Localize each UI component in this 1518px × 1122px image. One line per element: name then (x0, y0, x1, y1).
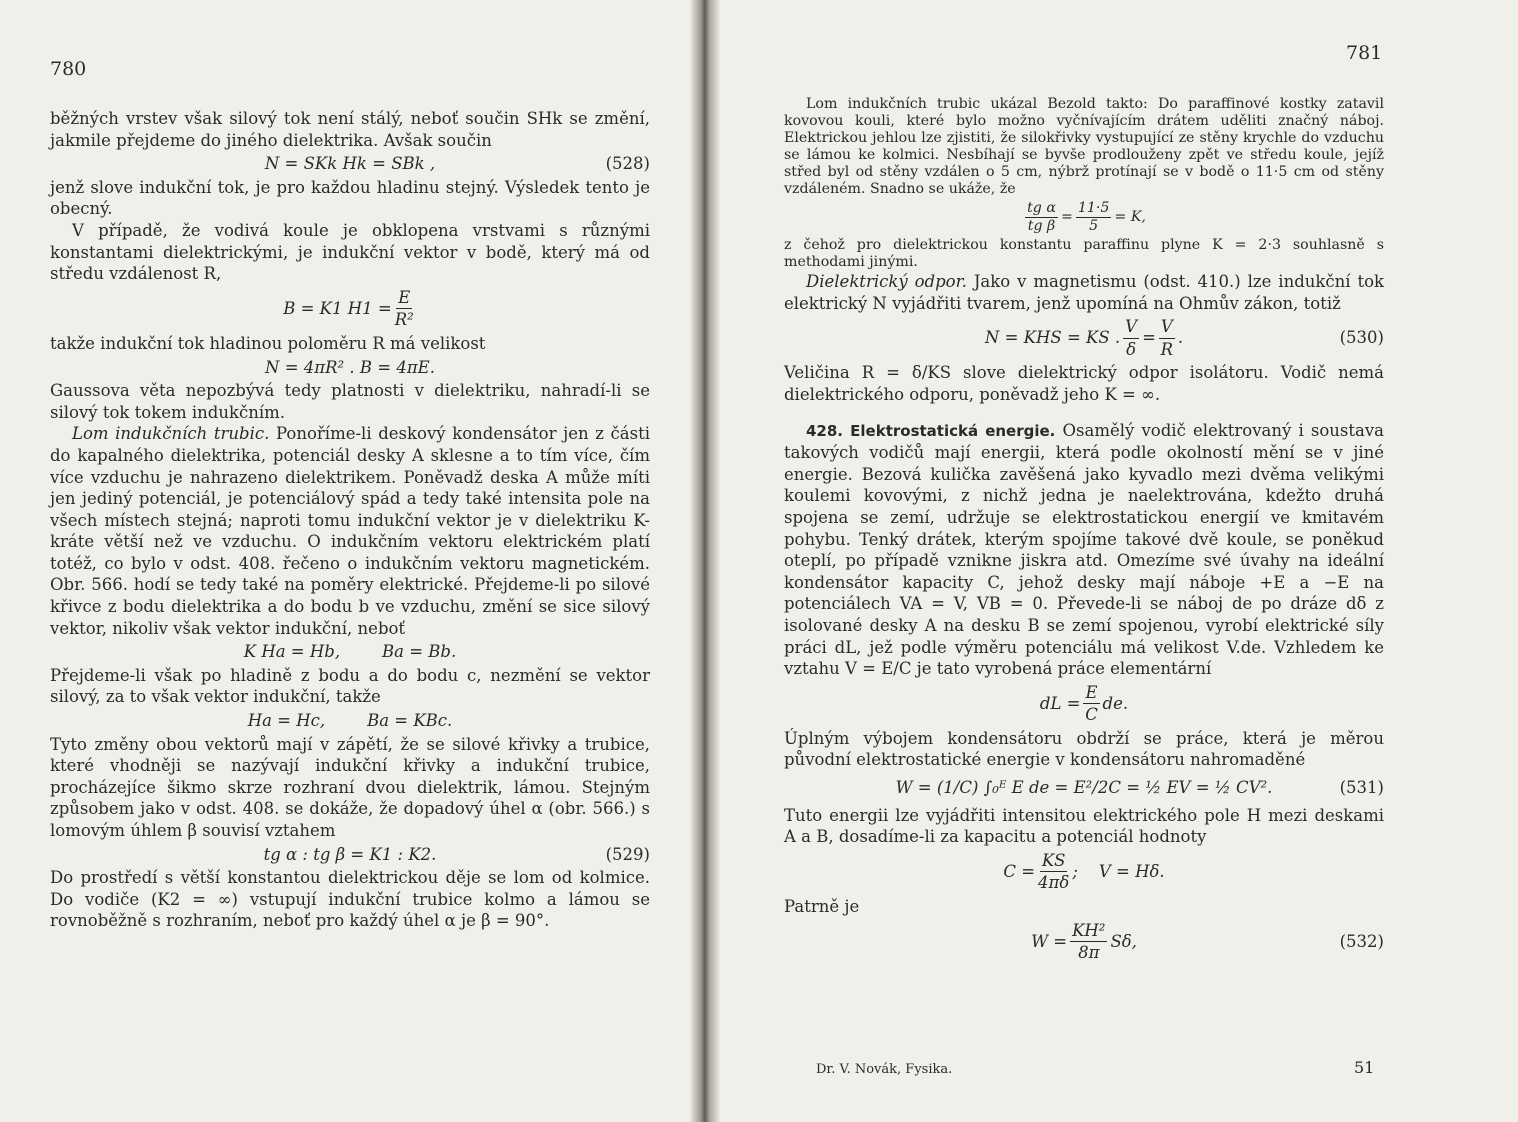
equation-529 (50, 844, 650, 866)
paragraph-text: Jako v magnetismu (odst. 410.) lze indukční tok elektrický N vyjádřiti tvarem, jenž upomíná na Ohmův zákon, totiž (784, 272, 1385, 313)
numerator: 11·5 (1077, 200, 1110, 216)
right-page-body (784, 96, 1384, 966)
fraction (1025, 200, 1058, 235)
denominator: 4πδ (1038, 873, 1070, 893)
equation-number: (530) (1339, 328, 1384, 348)
paragraph: Lom indukčních trubic ukázal Bezold takto: Do paraffinové kostky zatavil kovovou kouli, které bylo možno vyčnívajícím drátem uděliti značný náboj. Elektrickou jehlou lze zjistiti, že silokřivky vystupující ze stěny krychle do vzduchu se lámou ke kolmici. Nesbíhají se byvše prodlouženy zpět ve středu koule, jejíž střed byl od stěny vzdálen o 5 cm, nýbrž protínají se v bodě o 11·5 cm od stěny vzdáleném. Snadno se ukáže, že (784, 96, 1384, 197)
denominator: δ (1126, 339, 1137, 359)
page-number: 781 (1346, 42, 1383, 64)
section-number: 428. (806, 421, 844, 440)
numerator: E (396, 287, 412, 310)
paragraph: Úplným výbojem kondensátoru obdrží se práce, která je měrou původní elektrostatické energie v kondensátoru nahromaděné (784, 728, 1384, 770)
equation-text: C = (1003, 862, 1036, 882)
denominator: tg β (1027, 218, 1056, 234)
denominator: R (1160, 339, 1174, 359)
paragraph: z čehož pro dielektrickou konstantu paraffinu plyne K = 2·3 souhlasně s methodami jinými. (784, 237, 1384, 270)
equation-text: ; V = Hδ. (1072, 862, 1165, 882)
paragraph: Tuto energii lze vyjádřiti intensitou elektrického pole H mezi deskami A a B, dosadíme-li za kapacitu a potenciál hodnoty (784, 805, 1384, 847)
equation-text: K Ha = Hb, Ba = Bb. (243, 642, 457, 662)
paragraph: Do prostředí s větší konstantou dielektrickou děje se lom od kolmice. Do vodiče (K2 = ∞) vstupují indukční trubice kolmo a lámou se rovnoběžně s rozhraním, neboť pro každý úhel α je β = 90°. (50, 868, 650, 931)
fraction (1123, 316, 1139, 360)
equation-528 (50, 153, 650, 175)
paragraph: běžných vrstev však silový tok není stálý, neboť součin SHk se změní, jakmile přejdeme do jiného dielektrika. Avšak součin (50, 109, 650, 150)
left-page (0, 0, 700, 1122)
fraction (1083, 682, 1099, 726)
equation-530: N = KHS = KS . $\frac{V}{\delta}$ = $\frac{V}{R}$ . (530) (984, 317, 1384, 359)
paragraph: jenž slove indukční tok, je pro každou hladinu stejný. Výsledek tento je obecný. (50, 177, 650, 219)
equation-text: dL = (1039, 693, 1081, 713)
fraction (395, 287, 414, 331)
paragraph-title: Dielektrický odpor. (806, 272, 967, 291)
numerator: E (1083, 682, 1099, 705)
equation-text: N = 4πR² . B = 4πE. (265, 357, 435, 377)
numerator: KH² (1070, 920, 1107, 943)
left-page-body (50, 108, 650, 932)
paragraph: Patrně je (784, 897, 860, 917)
equation-text: B = K1 H1 = (283, 299, 392, 319)
equation-text: N = KHS = KS . (984, 328, 1121, 348)
paragraph: V případě, že vodivá koule je obklopena vrstvami s různými konstantami dielektrickými, je indukční vektor v bodě, který má od středu vzdálenost R, (50, 220, 650, 284)
denominator: 5 (1089, 218, 1099, 234)
equation-532 (784, 920, 1384, 964)
equation-kh (50, 641, 650, 663)
equation-number: (528) (605, 154, 650, 174)
equation-531 (784, 777, 1384, 799)
paragraph (784, 420, 1384, 680)
equation-hc (50, 710, 650, 732)
paragraph-title: Lom indukčních trubic. (72, 424, 270, 444)
fraction (1076, 200, 1112, 235)
fraction (1038, 850, 1069, 894)
equation-text: = K, (1114, 209, 1146, 225)
book-gutter (690, 0, 720, 1122)
equation-number: (532) (1339, 931, 1384, 951)
equation-n (50, 357, 650, 379)
paragraph: Tyto změny obou vektorů mají v zápětí, že se silové křivky a trubice, které vhodněji se nazývají indukční křivky a indukční trubice, procházejíce šikmo skrze rozhraní dvou dielektrik, lámou. Stejným způsobem jako v odst. 408. se dokáže, že dopadový úhel α (obr. 566.) s lomovým úhlem β souvisí vztahem (50, 734, 650, 840)
equation-text: W = (1/C) ∫₀ᴱ E de = E²/2C = ½ EV = ½ CV². (895, 778, 1273, 798)
denominator: 8π (1078, 943, 1100, 963)
numerator: KS (1040, 850, 1068, 873)
right-page (706, 0, 1518, 1122)
denominator: R² (394, 310, 414, 330)
paragraph (784, 271, 1384, 314)
section-title: Elektrostatická energie. (850, 421, 1056, 440)
denominator: C (1085, 705, 1098, 725)
fraction (1070, 920, 1107, 964)
paragraph: Veličina R = δ/KS slove dielektrický odpor isolátoru. Vodič nemá dielektrického odporu, poněvadž jeho K = ∞. (784, 363, 1384, 404)
page-number: 780 (50, 58, 87, 80)
paragraph: Gaussova věta nepozbývá tedy platnosti v dielektriku, nahradí-li se silový tok tokem indukčním. (50, 381, 650, 422)
numerator: tg α (1027, 200, 1056, 216)
paragraph-text: Ponoříme-li deskový kondensátor jen z části do kapalného dielektrika, potenciál desky A sklesne a to tím více, čím více vzduchu je nahrazeno dielektrikem. Poněvadž deska A může míti jen jediný potenciál, je potenciálový spád a tedy také intensita pole na všech místech stejná; naproti tomu indukční vektor je v dielektriku K-kráte větší než ve vzduchu. O indukčním vektoru elektrickém platí totéž, co bylo v odst. 408. řečeno o indukčním vektoru magnetickém. Obr. 566. hodí se tedy také na poměry elektrické. Přejdeme-li po silové křivce z bodu dielektrika a do bodu b ve vzduchu, změní se sice silový vektor, nikoliv však vektor indukční, neboť (50, 424, 650, 638)
paragraph-text: Osamělý vodič elektrovaný i soustava takových vodičů mají energii, která podle okolností mění se v jiné energie. Bezová kulička zavěšená jako kyvadlo mezi dvěma velikými koulemi kovovými, z nichž jedna je naelektrována, kdežto druhá spojena se zemí, udržuje se elektrostatickou energií ve kmitavém pohybu. Tenký drátek, kterým spojíme takové dvě koule, se poněkud oteplí, po případě vznikne jiskra atd. Omezíme své úvahy na ideální kondensátor kapacity C, jehož desky mají náboje +E a −E na potenciálech VA = V, VB = 0. Převede-li se náboj de po dráze dδ z isolované desky A na desku B se zemí spojenou, vyrobí elektrické síly práci dL, jež podle výměru potenciálu má velikost V.de. Vzhledem ke vztahu V = E/C je tato vyrobená práce elementární (784, 420, 1384, 679)
equation-number: (529) (605, 844, 650, 864)
numerator: V (1159, 316, 1175, 339)
paragraph: Přejdeme-li však po hladině z bodu a do bodu c, nezmění se vektor silový, za to však vektor indukční, takže (50, 665, 650, 707)
equation-text: N = SKk Hk = SBk , (264, 154, 436, 174)
numerator: V (1123, 316, 1139, 339)
fraction (1159, 316, 1175, 360)
equation-tg: $\frac{\text{tg α}}{\text{tg β}}$ = $\frac{11\cdot 5}{5}$ = K, (1027, 200, 1146, 234)
equation-number: (531) (1339, 778, 1384, 798)
equation-text: tg α : tg β = K1 : K2. (263, 844, 437, 864)
equation-text: W = (1031, 931, 1068, 951)
paragraph (50, 423, 650, 639)
small-print-block (784, 96, 1384, 271)
signature-mark: 51 (1354, 1058, 1375, 1077)
equation-text: de. (1102, 693, 1129, 713)
equation-text: Ha = Hc, Ba = KBc. (247, 711, 453, 731)
footer-author: Dr. V. Novák, Fysika. (816, 1062, 953, 1077)
equation-b (50, 287, 650, 331)
equation-dl (784, 682, 1384, 726)
equation-text: Sδ, (1110, 931, 1137, 951)
equation-c (784, 850, 1384, 894)
paragraph: takže indukční tok hladinou poloměru R má velikost (50, 333, 486, 353)
